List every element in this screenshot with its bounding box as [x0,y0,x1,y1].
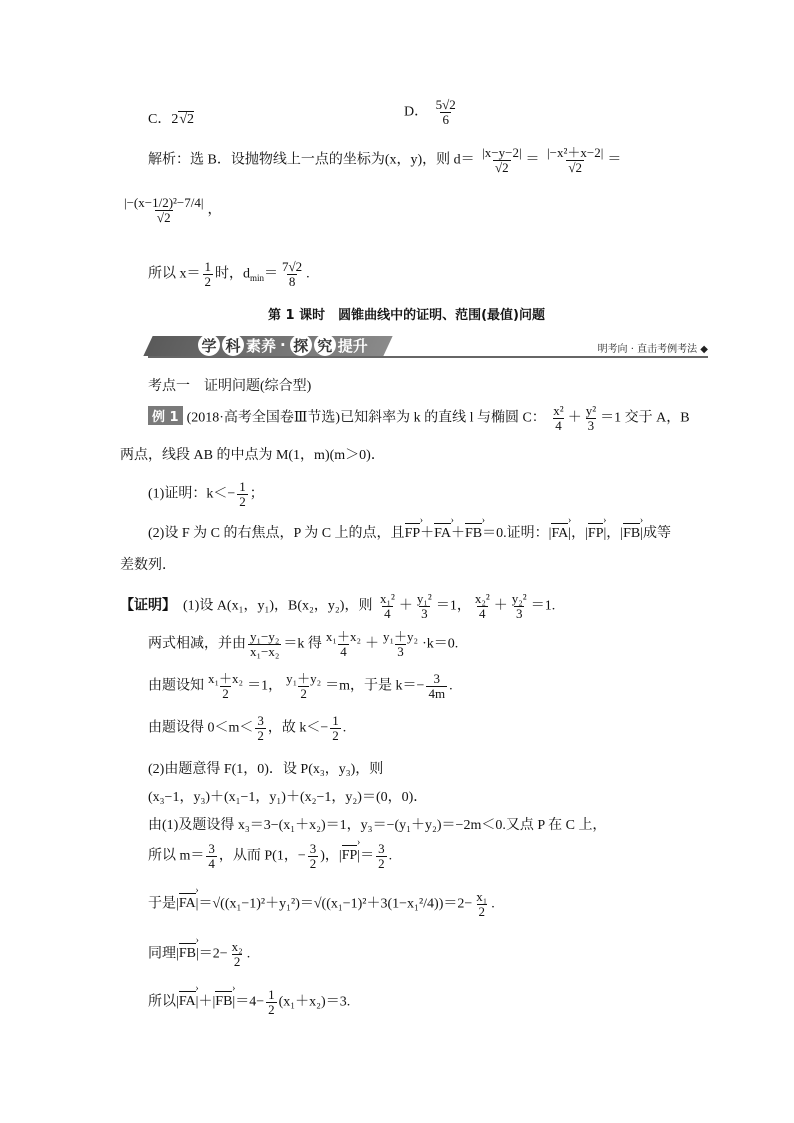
section-bar-subtitle: 明考向 · 直击考例考法 ◆ [597,344,708,355]
solution-line-1: 解析：选 B．设抛物线上一点的坐标为(x，y)，则 d＝ $\frac{|x-y-2|}{√2}$ ＝ $\frac{\text{|−x²＋x−2|}}{√2}$ ＝ [148,145,622,175]
proof-line-10: 同理|FB ›|＝2− $\frac{\text{x₂}}{2}$ . [148,940,250,968]
section-bar-line [148,356,708,358]
proof-line-2: 两式相减，并由 $\frac{\text{y₁−y₂}}{\text{x₁−x₂}}$ ＝k 得 $\frac{\text{x₁＋x₂}}{4}$ ＋ $\frac{\text{y₁＋y₂}}{3}$ ·k＝0. [148,629,459,659]
example-line-1: 例 1 (2018·高考全国卷Ⅲ节选)已知斜率为 k 的直线 l 与椭圆 C： $\frac{\text{x²}}{4}$ ＋ $\frac{\text{y²}}{3}$ ＝1 交于 A，B [148,404,690,432]
proof-line-4: 由题设得 0＜m＜ $\frac{3}{2}$ ，故 k＜− $\frac{1}{2}$ . [148,713,347,743]
option-c: C．2√2 [148,112,195,127]
example-question-2-cont: 差数列． [120,558,176,573]
kaodian-title: 考点一 证明问题(综合型) [148,379,312,394]
proof-line-9: 于是|FA ›|＝√((x₁−1)²＋y₁²)＝√((x₁−1)²＋3(1−x₁²/4))＝2− $\frac{\text{x₁}}{2}$ . [148,890,495,918]
example-badge: 例 1 [148,406,183,425]
example-line-2: 两点，线段 AB 的中点为 M(1，m)(m＞0)． [120,448,385,463]
lesson-heading: 第 1 课时 圆锥曲线中的证明、范围(最值)问题 [268,308,545,323]
solution-line-2: $\frac{\text{|−(x−1/2)²−7/4|}}{√2}$ ， [124,195,222,225]
example-question-2: (2)设 F 为 C 的右焦点，P 为 C 上的点，且FP ›＋FA ›＋FB ›＝0.证明：|FA ›|，|FP ›|，|FB ›|成等 [148,522,671,542]
example-question-1: (1)证明：k＜− $\frac{1}{2}$ ； [148,479,264,509]
section-bar-title: 学 科 素养 · 探 究 提升 [198,334,368,356]
proof-line-8: 所以 m＝ $\frac{3}{4}$ ，从而 P(1，− $\frac{3}{2}$ )，|FP ›|＝ $\frac{3}{2}$ . [148,842,392,870]
solution-line-3: 所以 x＝ $\frac{1}{2}$ 时，$d_{min}=$ $\frac{7√2}{8}$ . [148,259,310,289]
option-d: D． $\frac{5√2}{6}$ [404,97,456,127]
section-bar [148,334,708,358]
proof-line-3: 由题设知 $\frac{\text{x₁＋x₂}}{2}$ ＝1， $\frac{\text{y₁＋y₂}}{2}$ ＝m，于是 k＝− $\frac{3}{4m}$ . [148,671,453,701]
proof-line-7: 由(1)及题设得 x₃＝3−(x₁＋x₂)＝1，y₃＝−(y₁＋y₂)＝−2m＜0.又点 P 在 C 上， [148,818,607,833]
proof-line-1: 【证明】 (1)设 A(x₁，y₁)，B(x₂，y₂)，则 $\frac{\text{x₁²}}{4}$ ＋ $\frac{\text{y₁²}}{3}$ ＝1， $\frac{\text{x₂²}}{4}$ ＋ $\frac{\text{y₂²}}{3}$ ＝1. [120,591,556,621]
proof-line-6: (x₃−1，y₃)＋(x₁−1，y₁)＋(x₂−1，y₂)＝(0，0)． [148,790,428,805]
diamond-icon: ◆ [700,344,708,355]
proof-line-11: 所以|FA ›|＋|FB ›|＝4− $\frac{1}{2}$ (x₁＋x₂)＝3. [148,988,350,1016]
proof-line-5: (2)由题意得 F(1，0)．设 P(x₃，y₃)，则 [148,762,384,777]
